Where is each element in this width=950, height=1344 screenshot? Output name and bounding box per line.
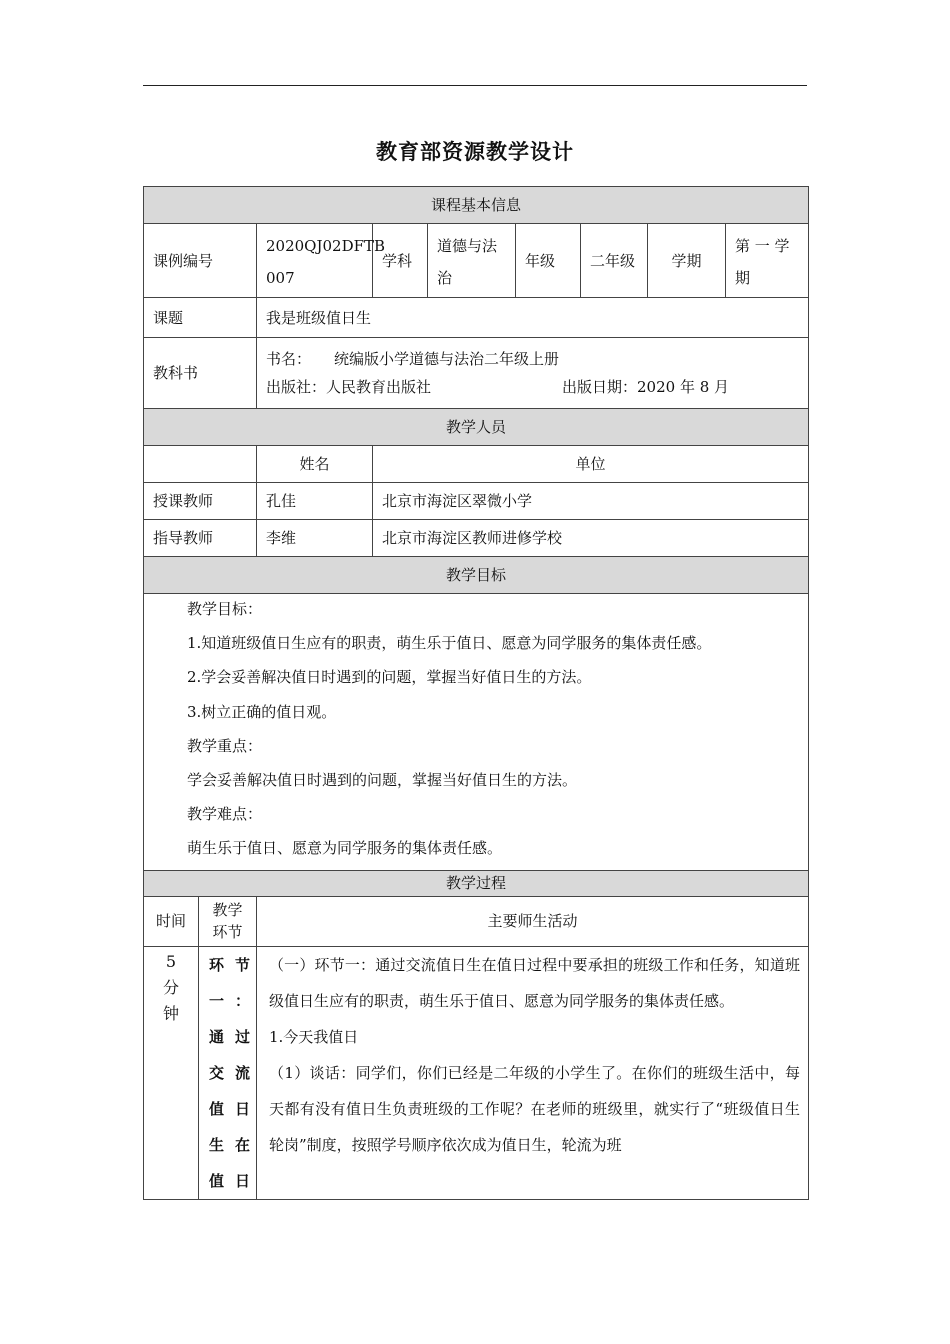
objectives-line: 2.学会妥善解决值日时遇到的问题，掌握当好值日生的方法。	[187, 668, 592, 687]
objectives-line: 教学重点：	[187, 736, 263, 755]
textbook-label: 教科书	[144, 338, 257, 409]
case-no-value: 2020QJ02DFTB 007	[257, 224, 373, 298]
staff-role: 指导教师	[144, 520, 257, 557]
term-label: 学期	[648, 224, 726, 298]
objectives-content	[144, 594, 809, 871]
objectives-line: 教学难点：	[187, 805, 263, 824]
book-name-value: 统编版小学道德与法治二年级上册	[334, 350, 560, 368]
staff-name-header: 姓名	[257, 446, 373, 483]
grade-value: 二年级	[581, 224, 648, 298]
stage-title: 环 节 一 ： 通 过 交 流 值 日 生 在 值 日	[199, 946, 257, 1199]
document-title: 教育部资源教学设计	[376, 140, 574, 164]
staff-name: 李维	[257, 520, 373, 557]
objectives-line: 1.知道班级值日生应有的职责，萌生乐于值日、愿意为同学服务的集体责任感。	[187, 634, 712, 653]
case-no-label: 课例编号	[144, 224, 257, 298]
subject-value: 道德与法 治	[428, 224, 516, 298]
objectives-line: 萌生乐于值日、愿意为同学服务的集体责任感。	[187, 839, 503, 858]
staff-role: 授课教师	[144, 483, 257, 520]
activity-paragraph: （一）环节一：通过交流值日生在值日过程中要承担的班级工作和任务，知道班级值日生应有的职责，萌生乐于值日、愿意为同学服务的集体责任感。	[269, 955, 801, 1010]
activity-paragraph: 1.今天我值日	[269, 1027, 359, 1046]
objectives-line: 教学目标：	[187, 600, 263, 618]
activity-paragraph: （1）谈话：同学们，你们已经是二年级的小学生了。在你们的班级生活中，每天都有没有值日生负责班级的工作呢？在老师的班级里，就实行了“班级值日生轮岗”制度，按照学号顺序依次成为值日生，轮流为班	[269, 1063, 801, 1154]
topic-label: 课题	[144, 298, 257, 338]
pub-date-text: 出版日期：2020 年 8 月	[562, 378, 730, 396]
section-process: 教学过程	[144, 870, 809, 896]
publisher-text: 出版社：人民教育出版社	[266, 378, 432, 396]
subject-label: 学科	[373, 224, 428, 298]
lesson-design-table	[143, 186, 809, 1200]
term-value: 第 一 学 期	[726, 224, 809, 298]
stage-activity	[257, 946, 809, 1199]
section-objectives: 教学目标	[144, 557, 809, 594]
stage-time: 5 分 钟	[144, 946, 199, 1199]
activity-header: 主要师生活动	[257, 896, 809, 946]
book-name-label: 书名：	[266, 350, 312, 368]
topic-value: 我是班级值日生	[257, 298, 809, 338]
objectives-line: 学会妥善解决值日时遇到的问题，掌握当好值日生的方法。	[187, 770, 578, 789]
stage-header: 教学 环节	[199, 896, 257, 946]
objectives-line: 3.树立正确的值日观。	[187, 702, 337, 721]
textbook-info	[257, 338, 809, 409]
staff-name: 孔佳	[257, 483, 373, 520]
staff-unit: 北京市海淀区翠微小学	[373, 483, 809, 520]
staff-unit: 北京市海淀区教师进修学校	[373, 520, 809, 557]
staff-unit-header: 单位	[373, 446, 809, 483]
time-header: 时间	[144, 896, 199, 946]
staff-header-blank	[144, 446, 257, 483]
section-basic-info: 课程基本信息	[144, 187, 809, 224]
section-staff: 教学人员	[144, 409, 809, 446]
grade-label: 年级	[516, 224, 581, 298]
header-rule	[143, 85, 807, 86]
